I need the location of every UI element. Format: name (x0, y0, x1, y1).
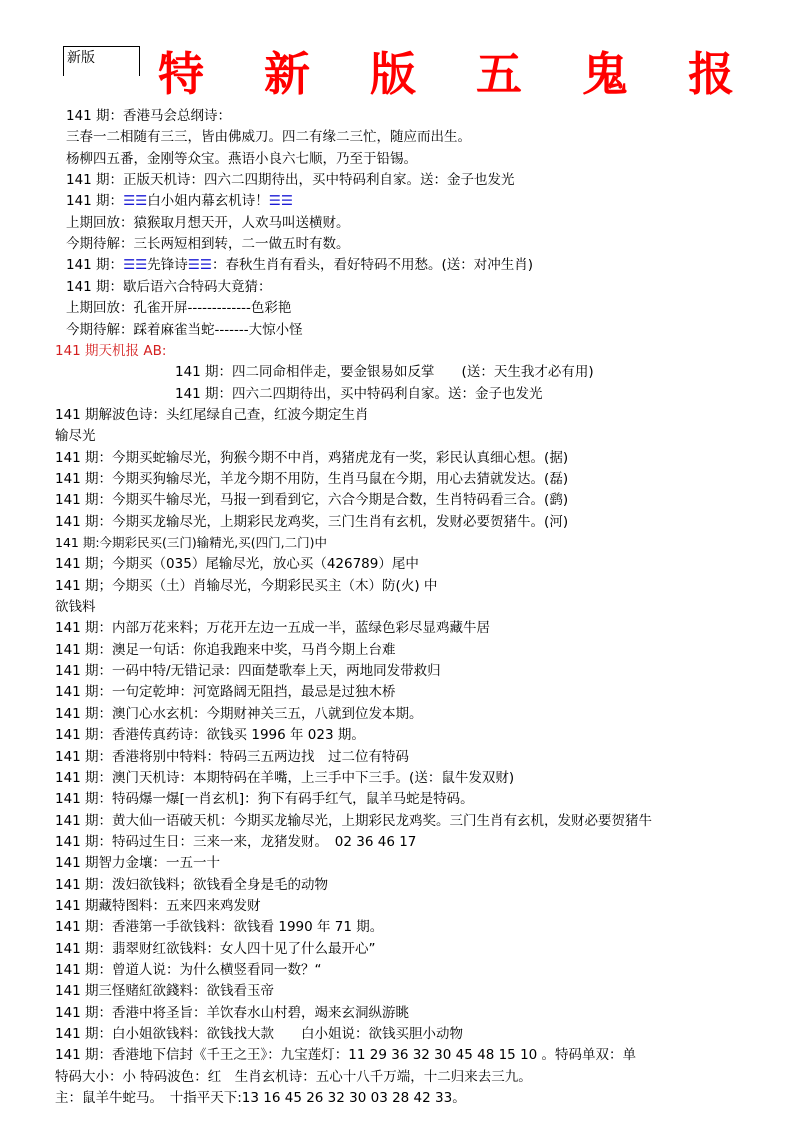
text-line: 杨柳四五番，金刚等众宝。燕语小良六七顺，乃至于铅锡。 (66, 150, 417, 167)
edition-badge: 新版 (63, 46, 140, 76)
text-line: 特码大小：小 特码波色：红 生肖玄机诗：五心十八千万端，十二归来去三九。 (55, 1068, 532, 1085)
text-line: 上期回放：孔雀开屏-------------色彩艳 (66, 300, 292, 317)
text-line: 141 期：今期买龙输尽光，上期彩民龙鸡奖，三门生肖有玄机，发财必要贺猪牛。(河) (55, 513, 569, 530)
text-line: 141 期：香港第一手欲钱料：欲钱看 1990 年 71 期。 (55, 919, 384, 936)
text-line: 141 期：香港传真药诗：欲钱买 1996 年 023 期。 (55, 727, 365, 744)
marker-icon: ☰☰ (268, 193, 293, 210)
text-line: 141 期三怪赌紅欲錢料：欲钱看玉帝 (55, 983, 275, 1000)
text-line: 今期待解：踩着麻雀当蛇-------大惊小怪 (66, 321, 303, 338)
text-line: 141 期；今期买（土）肖输尽光，今期彩民买主（木）防(火) 中 (55, 577, 438, 594)
text-line: 141 期：内部万花来料；万花开左边一五成一半，蓝绿色彩尽显鸡藏牛居 (55, 620, 491, 637)
text-line: 141 期：今期买牛输尽光，马报一到看到它，六合今期是合数，生肖特码看三合。(鹞) (55, 492, 569, 509)
text-line: 141 期：四二同命相伴走，要金银易如反掌 (送：天生我才必有用) (175, 364, 594, 381)
text-line: 141 期：正版天机诗：四六二四期待出，买中特码利自家。送：金子也发光 (66, 172, 515, 189)
text-line: 141 期：今期买狗输尽光，羊龙今期不用防，生肖马鼠在今期，用心去猜就发达。(磊) (55, 470, 569, 487)
text-line: 今期待解：三长两短相到转，二一做五时有数。 (66, 236, 350, 253)
text-line: 上期回放：猿猴取月想天开，人欢马叫送横财。 (66, 214, 350, 231)
marker-icon: ☰☰ (123, 193, 148, 210)
text-line: 141 期：一句定乾坤：河宽路阔无阻挡，最忌是过独木桥 (55, 684, 396, 701)
text-line: 141 期智力金壤：一五一十 (55, 855, 221, 872)
text-line: 141 期：☰☰白小姐内幕玄机诗！☰☰ (66, 193, 293, 210)
text-line: 141 期：香港马会总纲诗： (66, 108, 232, 124)
text-line: 141 期解波色诗：头红尾绿自己查，红波今期定生肖 (55, 406, 369, 423)
text-line: 141 期：澳门天机诗：本期特码在羊嘴，上三手中下三手。(送：鼠牛发双财) (55, 769, 515, 786)
text-line: 141 期：四六二四期待出，买中特码利自家。送：金子也发光 (175, 385, 543, 402)
marker-icon: ☰☰ (123, 257, 148, 274)
text-line: 欲钱料 (55, 599, 96, 616)
text-line: 主：鼠羊牛蛇马。 十指平天下:13 16 45 26 32 30 03 28 42 33。 (55, 1090, 466, 1107)
text-line: 141 期：翡翠财红欲钱料：女人四十见了什么最开心” (55, 940, 376, 957)
text-line: 141 期：特码过生日：三来一来，龙猪发财。 02 36 46 17 (55, 833, 417, 850)
text-line: 141 期：香港将别中特料：特码三五两边找 过二位有特码 (55, 748, 410, 765)
text-line: 141 期；今期买（035）尾输尽光，放心买（426789）尾中 (55, 556, 419, 573)
text-line: 141 期天机报 AB: (55, 342, 167, 359)
text-line: 141 期：澳门心水玄机：今期财神关三五，八就到位发本期。 (55, 705, 423, 722)
text-line: 141 期：泼妇欲钱料；欲钱看全身是毛的动物 (55, 876, 329, 893)
page-title: 特 新 版 五 鬼 报 (158, 47, 757, 101)
text-line: 141 期藏特图料：五来四来鸡发财 (55, 897, 261, 914)
text-line: 141 期：一码中特/无错记录：四面楚歌奉上天，两地同发带救归 (55, 663, 441, 680)
text-line: 141 期：香港中将圣旨：羊饮春水山村碧，竭来玄洞纵游眺 (55, 1004, 410, 1021)
marker-icon: ☰☰ (187, 257, 212, 274)
text-line: 输尽光 (55, 428, 96, 445)
text-line: 141 期:今期彩民买(三门)输精光,买(四门,二门)中 (55, 535, 327, 550)
text-line: 141 期：白小姐欲钱料：欲钱找大款 白小姐说：欲钱买胆小动物 (55, 1026, 464, 1043)
text-line: 141 期：黄大仙一语破天机：今期买龙输尽光，上期彩民龙鸡奖。三门生肖有玄机，发财必要贺猪牛 (55, 812, 653, 829)
text-line: 141 期：歇后语六合特码大竟猜： (66, 278, 272, 295)
text-line: 141 期：今期买蛇输尽光，狗猴今期不中肖，鸡猪虎龙有一奖，彩民认真细心想。(据) (55, 449, 569, 466)
text-line: 三春一二相随有三三，皆由佛威刀。四二有缘二三忙，随应而出生。 (66, 129, 471, 146)
text-line: 141 期：☰☰先锋诗☰☰：春秋生肖有看头，看好特码不用愁。(送：对冲生肖) (66, 257, 534, 274)
text-line: 141 期：香港地下信封《千王之王》：九宝莲灯：11 29 36 32 30 45 48 15 10 。特码单双：单 (55, 1047, 637, 1064)
text-line: 141 期：澳足一句话：你追我跑来中奖，马肖今期上台难 (55, 641, 396, 658)
text-line: 141 期：曾道人说：为什么横竖看同一数？“ (55, 962, 322, 978)
text-line: 141 期：特码爆一爆[一肖玄机]：狗下有码手红气，鼠羊马蛇是特码。 (55, 791, 474, 808)
